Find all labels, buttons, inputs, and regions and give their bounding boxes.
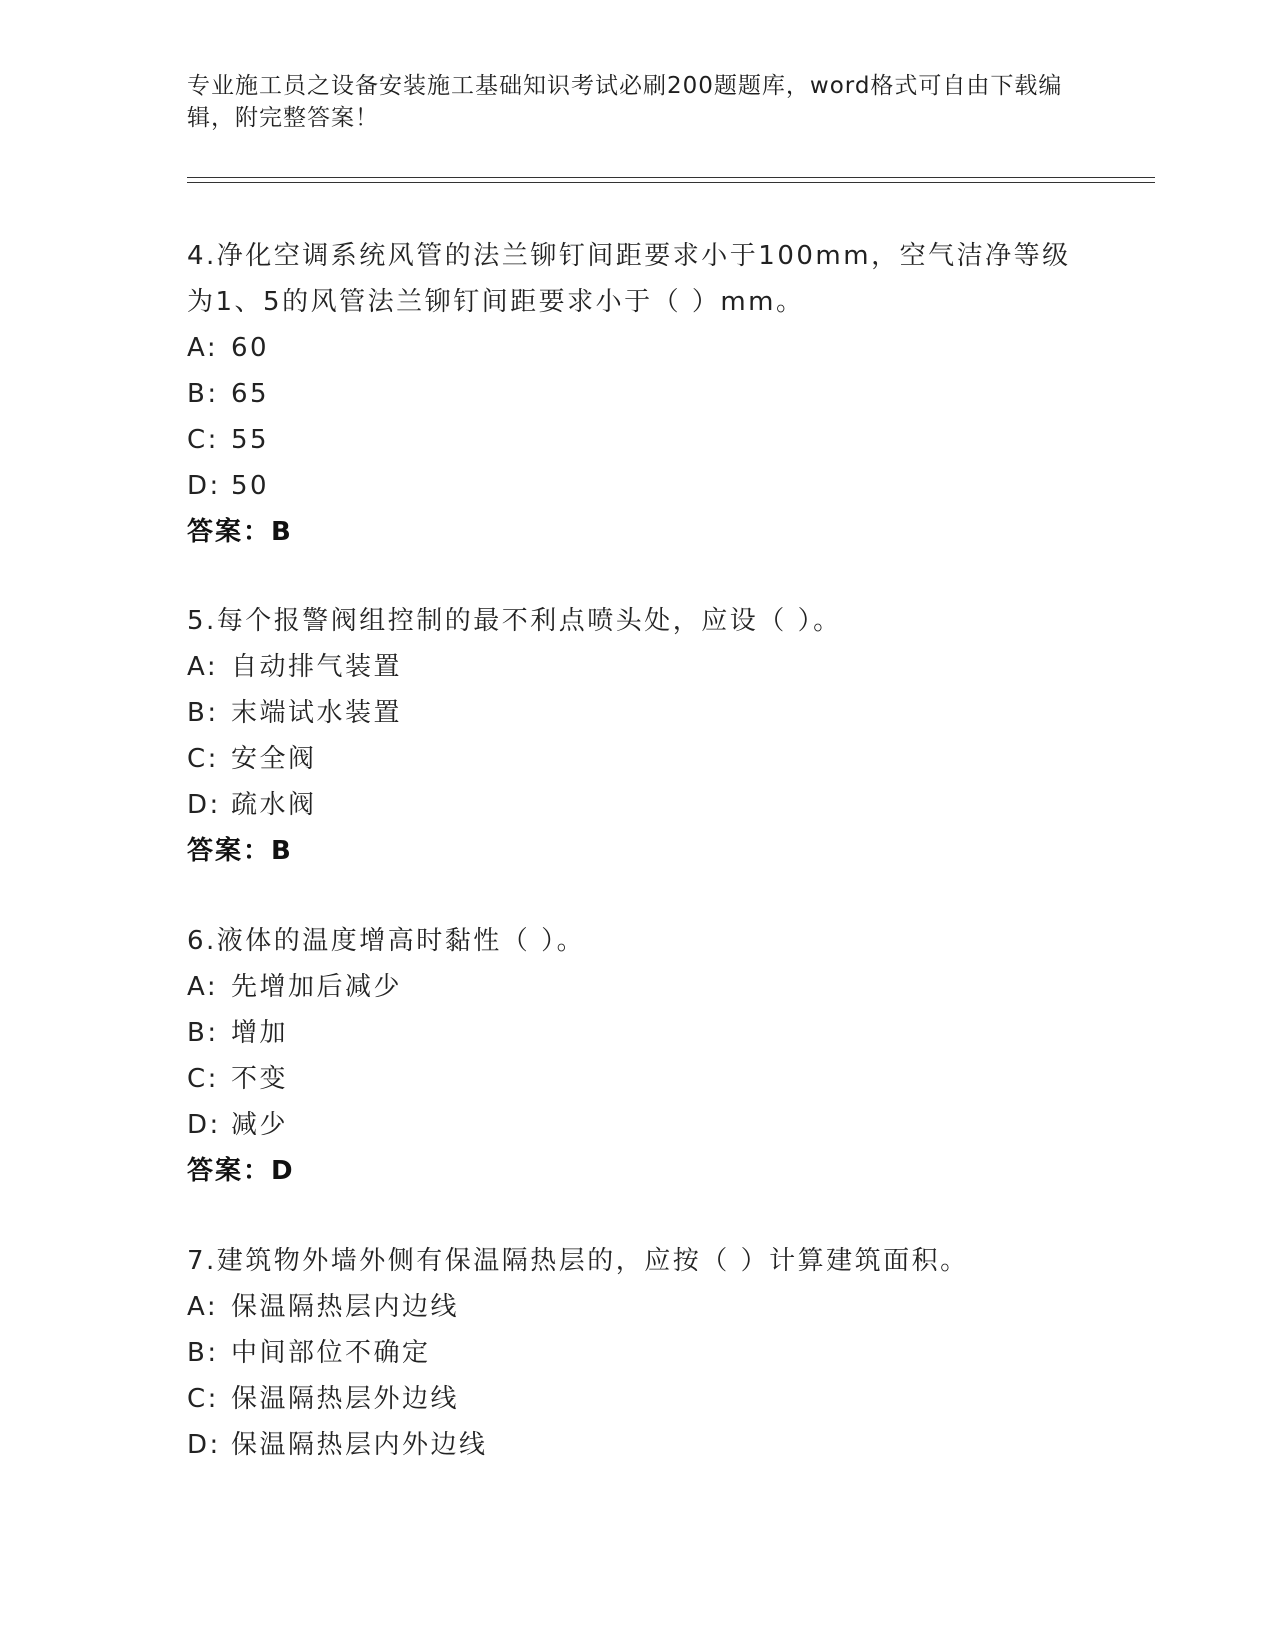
option-b bbox=[187, 371, 1087, 417]
option-b bbox=[187, 690, 1087, 736]
option-text: 55 bbox=[231, 425, 270, 455]
option-text: 不变 bbox=[231, 1064, 289, 1094]
option-letter: D: bbox=[187, 790, 221, 820]
header-divider-bottom bbox=[187, 182, 1155, 183]
option-text: 中间部位不确定 bbox=[231, 1338, 431, 1368]
option-letter: B: bbox=[187, 1338, 219, 1368]
option-text: 自动排气装置 bbox=[231, 652, 403, 682]
question-7 bbox=[187, 1238, 1087, 1468]
option-text: 50 bbox=[231, 471, 270, 501]
option-text: 60 bbox=[231, 333, 270, 363]
option-letter: B: bbox=[187, 698, 219, 728]
option-c bbox=[187, 736, 1087, 782]
option-text: 增加 bbox=[231, 1018, 289, 1048]
option-letter: A: bbox=[187, 333, 219, 363]
question-text: 7.建筑物外墙外侧有保温隔热层的，应按（ ）计算建筑面积。 bbox=[187, 1246, 969, 1276]
option-letter: C: bbox=[187, 1384, 219, 1414]
header-divider-top bbox=[187, 177, 1155, 178]
option-text: 疏水阀 bbox=[231, 790, 317, 820]
option-letter: D: bbox=[187, 1110, 221, 1140]
option-letter: D: bbox=[187, 1430, 221, 1460]
option-letter: C: bbox=[187, 425, 219, 455]
option-text: 保温隔热层内边线 bbox=[231, 1292, 460, 1322]
option-text: 保温隔热层内外边线 bbox=[231, 1430, 488, 1460]
option-text: 安全阀 bbox=[231, 744, 317, 774]
option-letter: B: bbox=[187, 379, 219, 409]
option-a bbox=[187, 1284, 1087, 1330]
option-c bbox=[187, 417, 1087, 463]
option-d bbox=[187, 1102, 1087, 1148]
option-b bbox=[187, 1330, 1087, 1376]
option-d bbox=[187, 782, 1087, 828]
question-4 bbox=[187, 233, 1087, 555]
option-letter: D: bbox=[187, 471, 221, 501]
option-b bbox=[187, 1010, 1087, 1056]
option-letter: C: bbox=[187, 1064, 219, 1094]
question-text: 4.净化空调系统风管的法兰铆钉间距要求小于100mm，空气洁净等级为1、5的风管法兰铆钉间距要求小于（ ）mm。 bbox=[187, 241, 1071, 317]
question-text: 5.每个报警阀组控制的最不利点喷头处，应设（ ）。 bbox=[187, 606, 842, 636]
question-5 bbox=[187, 598, 1087, 874]
question-text: 6.液体的温度增高时黏性（ ）。 bbox=[187, 926, 586, 956]
option-text: 末端试水装置 bbox=[231, 698, 403, 728]
answer-label: 答案：D bbox=[187, 1156, 295, 1186]
option-text: 减少 bbox=[231, 1110, 289, 1140]
option-text: 65 bbox=[231, 379, 270, 409]
option-c bbox=[187, 1056, 1087, 1102]
option-d bbox=[187, 1422, 1087, 1468]
option-a bbox=[187, 325, 1087, 371]
option-a bbox=[187, 964, 1087, 1010]
option-text: 保温隔热层外边线 bbox=[231, 1384, 460, 1414]
answer-label: 答案：B bbox=[187, 517, 293, 547]
document-header: 专业施工员之设备安装施工基础知识考试必刷200题题库，word格式可自由下载编辑，附完整答案！ bbox=[187, 73, 1063, 131]
option-c bbox=[187, 1376, 1087, 1422]
option-letter: A: bbox=[187, 972, 219, 1002]
option-text: 先增加后减少 bbox=[231, 972, 403, 1002]
option-letter: C: bbox=[187, 744, 219, 774]
answer-label: 答案：B bbox=[187, 836, 293, 866]
option-letter: A: bbox=[187, 652, 219, 682]
option-a bbox=[187, 644, 1087, 690]
question-6 bbox=[187, 918, 1087, 1194]
option-letter: A: bbox=[187, 1292, 219, 1322]
option-d bbox=[187, 463, 1087, 509]
option-letter: B: bbox=[187, 1018, 219, 1048]
